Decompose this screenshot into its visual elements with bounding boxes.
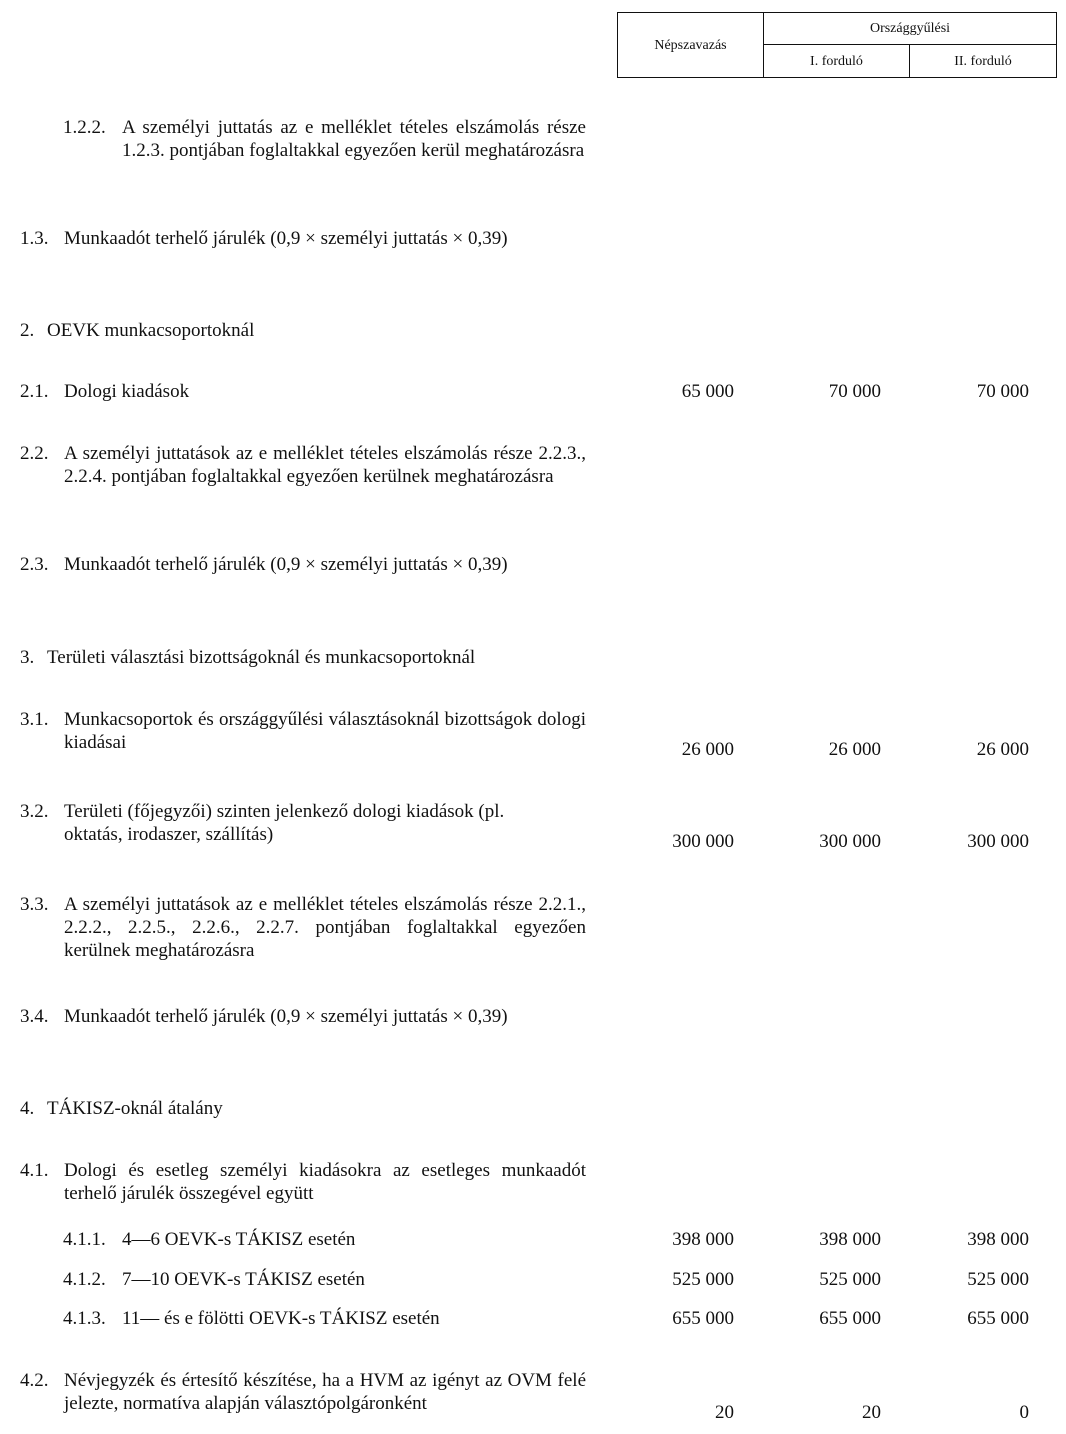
row-text: 4—6 OEVK-s TÁKISZ esetén — [122, 1229, 356, 1250]
value-nepszavazas: 20 — [715, 1402, 734, 1423]
row-number: 4.1.2. — [63, 1269, 106, 1290]
row-text: Munkaadót terhelő járulék (0,9 × személyi juttatás × 0,39) — [64, 554, 508, 575]
row-number: 2.3. — [20, 554, 49, 575]
row-number: 4. — [20, 1098, 35, 1119]
row-number: 3.3. — [20, 894, 49, 915]
value-fordulo-1: 70 000 — [828, 381, 881, 402]
row-text: Névjegyzék és értesítő készítése, ha a HVM az igényt az OVM felé jelezte, normatíva alapján választópolgáronként — [64, 1370, 586, 1414]
header-fordulo-1: I. forduló — [764, 45, 910, 77]
value-fordulo-1: 20 — [862, 1402, 881, 1423]
header-orszaggyulesi: Országgyűlési — [764, 13, 1056, 45]
value-fordulo-2: 0 — [1019, 1402, 1029, 1423]
row-text: Dologi kiadások — [64, 381, 190, 402]
row-number: 4.1. — [20, 1160, 49, 1181]
value-nepszavazas: 398 000 — [672, 1229, 734, 1250]
value-fordulo-2: 70 000 — [976, 381, 1029, 402]
row-text: TÁKISZ-oknál átalány — [47, 1098, 223, 1119]
row-number: 2.2. — [20, 443, 49, 464]
value-fordulo-1: 26 000 — [828, 739, 881, 760]
value-fordulo-1: 525 000 — [819, 1269, 881, 1290]
row-number: 3.2. — [20, 801, 49, 822]
row-number: 2.1. — [20, 381, 49, 402]
value-fordulo-2: 26 000 — [976, 739, 1029, 760]
row-text: Dologi és esetleg személyi kiadásokra az esetleges munkaadót terhelő járulék összegével együtt — [64, 1160, 586, 1204]
value-nepszavazas: 655 000 — [672, 1308, 734, 1329]
value-nepszavazas: 65 000 — [681, 381, 734, 402]
value-nepszavazas: 525 000 — [672, 1269, 734, 1290]
value-fordulo-1: 398 000 — [819, 1229, 881, 1250]
row-text: Munkaadót terhelő járulék (0,9 × személyi juttatás × 0,39) — [64, 228, 508, 249]
row-number: 4.2. — [20, 1370, 49, 1391]
row-text: Területi (főjegyzői) szinten jelenkező dologi kiadások (pl. oktatás, irodaszer, szállítás) — [64, 801, 505, 845]
row-text: A személyi juttatások az e melléklet tételes elszámolás része 2.2.1., 2.2.2., 2.2.5., 2.2.6., 2.2.7. pontjában foglaltakkal egyezően kerülnek meghatározásra — [64, 894, 586, 961]
value-fordulo-2: 655 000 — [967, 1308, 1029, 1329]
row-text: Területi választási bizottságoknál és munkacsoportoknál — [47, 647, 476, 668]
row-text: A személyi juttatások az e melléklet tételes elszámolás része 2.2.3., 2.2.4. pontjában foglaltakkal egyezően kerülnek meghatározásra — [64, 443, 586, 487]
row-text: 7—10 OEVK-s TÁKISZ esetén — [122, 1269, 365, 1290]
row-text: Munkaadót terhelő járulék (0,9 × személyi juttatás × 0,39) — [64, 1006, 508, 1027]
row-number: 3.1. — [20, 709, 49, 730]
value-fordulo-1: 300 000 — [819, 831, 881, 852]
row-number: 1.2.2. — [63, 117, 106, 138]
column-header-table — [617, 12, 1057, 78]
value-fordulo-1: 655 000 — [819, 1308, 881, 1329]
row-number: 3. — [20, 647, 35, 668]
row-text: OEVK munkacsoportoknál — [47, 320, 255, 341]
row-number: 1.3. — [20, 228, 49, 249]
value-nepszavazas: 300 000 — [672, 831, 734, 852]
row-text: Munkacsoportok és országgyűlési választásoknál bizottságok dologi kiadásai — [64, 709, 586, 753]
row-text: 11— és e fölötti OEVK-s TÁKISZ esetén — [122, 1308, 440, 1329]
row-number: 4.1.1. — [63, 1229, 106, 1250]
header-nepszavazas: Népszavazás — [618, 13, 764, 77]
header-fordulo-2: II. forduló — [954, 53, 1012, 69]
value-nepszavazas: 26 000 — [681, 739, 734, 760]
row-number: 2. — [20, 320, 35, 341]
value-fordulo-2: 525 000 — [967, 1269, 1029, 1290]
value-fordulo-2: 398 000 — [967, 1229, 1029, 1250]
row-text: A személyi juttatás az e melléklet tételes elszámolás része 1.2.3. pontjában foglaltakkal egyezően kerül meghatározásra — [122, 117, 586, 161]
value-fordulo-2: 300 000 — [967, 831, 1029, 852]
row-number: 4.1.3. — [63, 1308, 106, 1329]
row-number: 3.4. — [20, 1006, 49, 1027]
